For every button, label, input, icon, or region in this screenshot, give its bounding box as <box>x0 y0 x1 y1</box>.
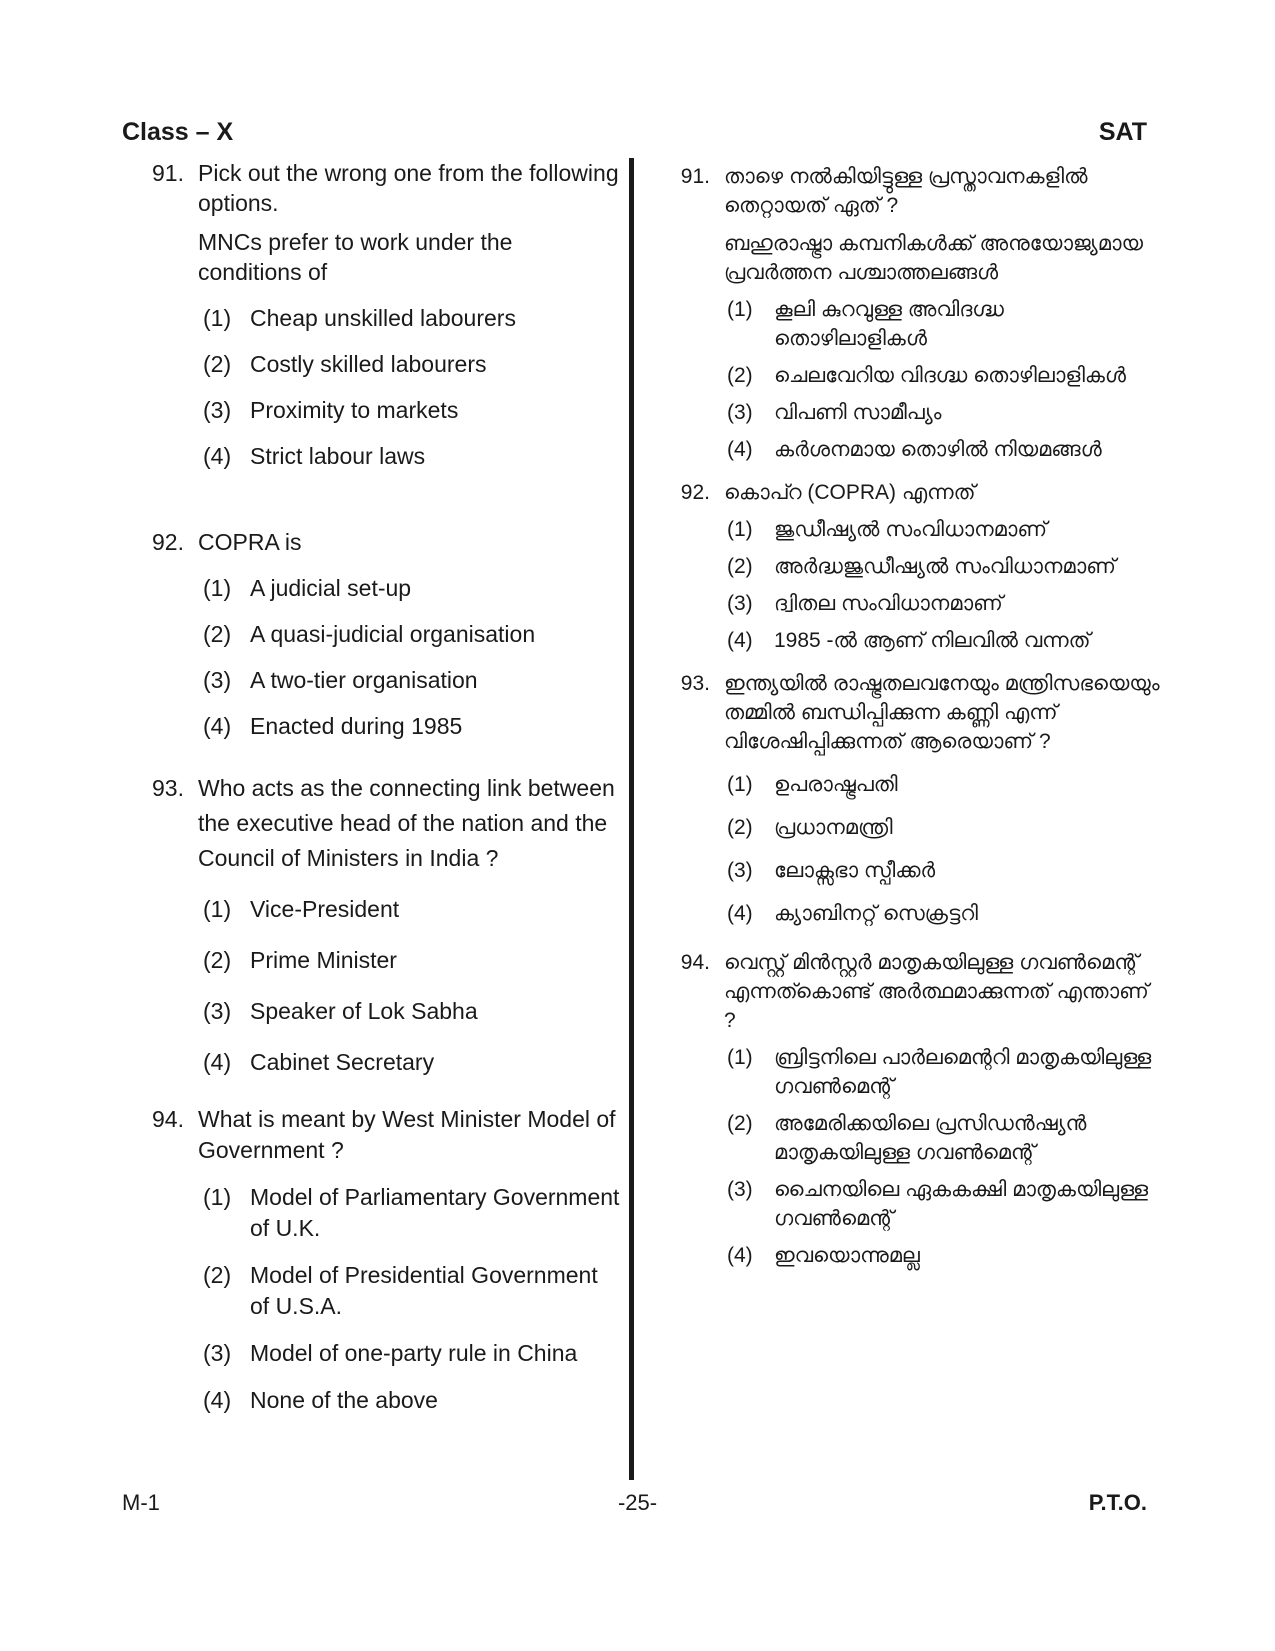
question-block <box>660 478 1160 655</box>
option-number: (3) <box>727 592 753 615</box>
option-number: (4) <box>727 1244 753 1267</box>
option-number: (2) <box>727 816 753 839</box>
option-number: (2) <box>727 555 753 578</box>
question-text: COPRA is <box>198 529 302 555</box>
option-number: (1) <box>727 518 753 541</box>
option-text: ലോക്സഭാ സ്പീക്കർ <box>774 859 936 882</box>
question-number: 91. <box>152 160 184 186</box>
question-block <box>122 771 622 1080</box>
class-label: Class – X <box>122 118 234 146</box>
option-text: വിപണി സാമീപ്യം <box>774 401 942 424</box>
option-text: ദ്വിതല സംവിധാനമാണ് <box>774 592 1003 615</box>
question-block <box>660 948 1160 1270</box>
option-number: (4) <box>727 629 753 652</box>
question-subtext: ബഹുരാഷ്ട്രാ കമ്പനികൾക്ക് അനുയോജ്യമായ പ്രവർത്തന പശ്ചാത്തലങ്ങൾ <box>724 232 1143 284</box>
option-number: (1) <box>727 773 753 796</box>
question-block <box>122 158 622 471</box>
option <box>200 349 622 379</box>
option-text: None of the above <box>250 1387 438 1413</box>
option <box>200 1182 622 1244</box>
option-number: (4) <box>727 438 753 461</box>
option <box>200 943 622 978</box>
question-block <box>122 527 622 741</box>
option-text: Prime Minister <box>250 947 397 973</box>
option <box>724 552 1160 581</box>
option <box>724 899 1160 928</box>
option-text: ഇവയൊന്നുമല്ല <box>774 1244 920 1267</box>
option-number: (1) <box>203 305 232 331</box>
option-number: (4) <box>203 1387 232 1413</box>
option-text: Speaker of Lok Sabha <box>250 998 478 1024</box>
option <box>724 770 1160 799</box>
option-text: അർദ്ധജുഡീഷ്യൽ സംവിധാനമാണ് <box>774 555 1116 578</box>
option <box>200 619 622 649</box>
exam-label: SAT <box>1098 118 1147 146</box>
question-number: 92. <box>152 529 184 555</box>
option-text: A judicial set-up <box>250 575 412 601</box>
option <box>724 515 1160 544</box>
option <box>724 361 1160 390</box>
option-text: A quasi-judicial organisation <box>250 621 536 647</box>
option <box>200 665 622 695</box>
option-number: (4) <box>203 713 232 739</box>
option-number: (3) <box>203 667 232 693</box>
option-number: (3) <box>727 859 753 882</box>
option-text: കൂലി കുറവുള്ള അവിദഗ്ദ്ധ തൊഴിലാളികൾ <box>774 298 1004 350</box>
malayalam-column <box>660 158 1160 1270</box>
option-text: Strict labour laws <box>250 443 426 469</box>
option-number: (1) <box>727 298 753 321</box>
option <box>724 589 1160 618</box>
option-text: Proximity to markets <box>250 397 459 423</box>
question-number: 93. <box>680 672 710 695</box>
option-text: ചൈനയിലെ ഏകകക്ഷി മാതൃകയിലുള്ള ഗവൺമെന്റ് <box>774 1178 1149 1230</box>
question-text: Who acts as the connecting link between the executive head of the nation and the Council of Ministers in India ? <box>198 775 615 871</box>
option-text: Model of Parliamentary Government of U.K. <box>250 1184 620 1241</box>
option-text: ബ്രിട്ടനിലെ പാർലമെന്ററി മാതൃകയിലുള്ള ഗവൺമെന്റ് <box>774 1046 1152 1098</box>
question-number: 91. <box>680 165 710 188</box>
question-text: കൊപ്റ (COPRA) എന്നത് <box>724 481 976 504</box>
option <box>724 856 1160 885</box>
option <box>724 813 1160 842</box>
option-text: കർശനമായ തൊഴിൽ നിയമങ്ങൾ <box>774 438 1102 461</box>
paper-code: M-1 <box>122 1490 160 1515</box>
option <box>200 1045 622 1080</box>
option <box>724 295 1160 353</box>
option-text: ക്യാബിനറ്റ് സെക്രട്ടറി <box>774 902 978 925</box>
option-number: (2) <box>727 364 753 387</box>
option <box>724 1109 1160 1167</box>
option-number: (3) <box>203 998 232 1024</box>
option-number: (2) <box>203 1262 232 1288</box>
option <box>724 1043 1160 1101</box>
pto-label: P.T.O. <box>1088 1490 1147 1515</box>
option-text: പ്രധാനമന്ത്രി <box>774 816 893 839</box>
option-number: (3) <box>727 1178 753 1201</box>
option-number: (3) <box>203 397 232 423</box>
option <box>724 1175 1160 1233</box>
question-block <box>660 162 1160 464</box>
option-number: (2) <box>727 1112 753 1135</box>
option <box>200 892 622 927</box>
option-text: Model of one-party rule in China <box>250 1340 578 1366</box>
option-text: A two-tier organisation <box>250 667 478 693</box>
option-text: ജുഡീഷ്യൽ സംവിധാനമാണ് <box>774 518 1048 541</box>
option-number: (1) <box>203 896 232 922</box>
option <box>200 395 622 425</box>
question-block <box>660 669 1160 928</box>
option-text: Cheap unskilled labourers <box>250 305 516 331</box>
option <box>200 573 622 603</box>
option <box>200 711 622 741</box>
option-number: (4) <box>203 443 232 469</box>
option-number: (2) <box>203 351 232 377</box>
option <box>200 1260 622 1322</box>
option <box>200 1338 622 1369</box>
question-subtext: MNCs prefer to work under the conditions of <box>198 229 513 285</box>
option-text: ചെലവേറിയ വിദഗ്ദ്ധ തൊഴിലാളികൾ <box>774 364 1127 387</box>
question-text: വെസ്റ്റ് മിൻസ്റ്റർ മാതൃകയിലുള്ള ഗവൺമെന്റ് എന്നത്കൊണ്ട് അർത്ഥമാക്കുന്നത് എന്താണ് ? <box>724 951 1149 1032</box>
option-text: Costly skilled labourers <box>250 351 487 377</box>
question-text: Pick out the wrong one from the following options. <box>198 160 619 216</box>
option-number: (1) <box>727 1046 753 1069</box>
option-number: (4) <box>727 902 753 925</box>
option-number: (4) <box>203 1049 232 1075</box>
question-number: 94. <box>152 1106 184 1132</box>
question-number: 92. <box>680 481 710 504</box>
question-number: 93. <box>152 775 184 801</box>
option-text: അമേരിക്കയിലെ പ്രസിഡൻഷ്യൻ മാതൃകയിലുള്ള ഗവൺമെന്റ് <box>774 1112 1087 1164</box>
english-column <box>122 158 622 1416</box>
option-number: (3) <box>203 1340 232 1366</box>
option-text: ഉപരാഷ്ട്രപതി <box>774 773 898 796</box>
option-text: 1985 -ൽ ആണ് നിലവിൽ വന്നത് <box>774 629 1091 652</box>
option <box>724 626 1160 655</box>
option <box>724 1241 1160 1270</box>
column-divider <box>629 158 634 1480</box>
option-text: Cabinet Secretary <box>250 1049 435 1075</box>
option <box>724 435 1160 464</box>
option-text: Enacted during 1985 <box>250 713 463 739</box>
option-number: (1) <box>203 575 232 601</box>
option <box>200 303 622 333</box>
option <box>724 398 1160 427</box>
question-number: 94. <box>680 951 710 974</box>
question-text: What is meant by West Minister Model of Government ? <box>198 1106 616 1163</box>
question-text: താഴെ നൽകിയിട്ടുള്ള പ്രസ്താവനകളിൽ തെറ്റായത് ഏത് ? <box>724 165 1088 217</box>
option-number: (3) <box>727 401 753 424</box>
option-text: Model of Presidential Government of U.S.A. <box>250 1262 598 1319</box>
option-number: (2) <box>203 621 232 647</box>
option <box>200 1385 622 1416</box>
question-block <box>122 1104 622 1416</box>
option <box>200 994 622 1029</box>
option-text: Vice-President <box>250 896 400 922</box>
option-number: (1) <box>203 1184 232 1210</box>
page-number: -25- <box>617 1490 658 1515</box>
option-number: (2) <box>203 947 232 973</box>
question-text: ഇന്ത്യയിൽ രാഷ്ട്രതലവനേയും മന്ത്രിസഭയെയും തമ്മിൽ ബന്ധിപ്പിക്കുന്ന കണ്ണി എന്ന് വിശേഷിപ്പിക്കുന്നത് ആരെയാണ് ? <box>724 672 1160 753</box>
option <box>200 441 622 471</box>
